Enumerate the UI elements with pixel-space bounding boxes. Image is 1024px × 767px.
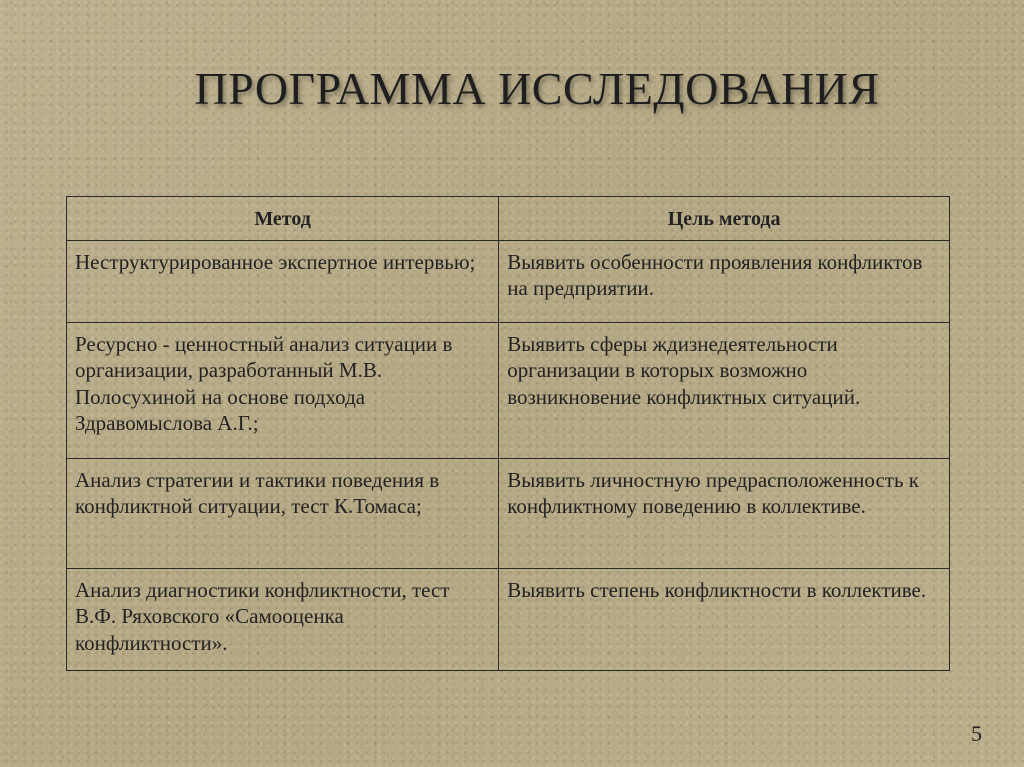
header-method: Метод: [67, 197, 499, 241]
method-cell: Ресурсно - ценностный анализ ситуации в организации, разработанный М.В. Полосухиной на основе подхода Здравомыслова А.Г.;: [67, 323, 499, 459]
header-goal: Цель метода: [499, 197, 950, 241]
table-row: [67, 323, 950, 459]
table-row: [67, 459, 950, 569]
table-row: [67, 241, 950, 323]
page-number: 5: [971, 721, 982, 746]
method-cell: Анализ диагностики конфликтности, тест В.Ф. Ряховского «Самооценка конфликтности».: [67, 569, 499, 671]
table-row: [67, 569, 950, 671]
method-cell: Анализ стратегии и тактики поведения в конфликтной ситуации, тест К.Томаса;: [67, 459, 499, 569]
goal-cell: Выявить сферы ждизнедеятельности организации в которых возможно возникновение конфликтных ситуаций.: [499, 323, 950, 459]
goal-cell: Выявить особенности проявления конфликтов на предприятии.: [499, 241, 950, 323]
table-header-row: [67, 197, 950, 241]
method-cell: Неструктурированное экспертное интервью;: [67, 241, 499, 323]
methods-table: [66, 196, 950, 671]
slide-title: ПРОГРАММА ИССЛЕДОВАНИЯ: [194, 63, 880, 114]
goal-cell: Выявить степень конфликтности в коллективе.: [499, 569, 950, 671]
goal-cell: Выявить личностную предрасположенность к конфликтному поведению в коллективе.: [499, 459, 950, 569]
